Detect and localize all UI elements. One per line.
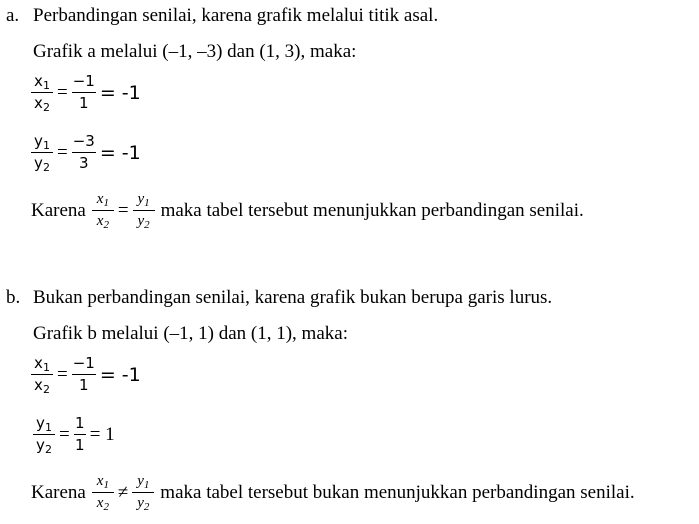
fraction-value: $\frac{-1}{1}$ [72, 354, 95, 394]
conclusion-text: maka tabel tersebut menunjukkan perbandingan senilai. [160, 199, 584, 221]
item-b-marker: b. [6, 287, 21, 308]
conclusion-operator: = [117, 199, 129, 221]
fraction-y1-y2: $\frac{y_1}{y_2}$ [33, 416, 55, 453]
equation-result: = -1 [99, 363, 141, 386]
fraction-x1-x2: $\frac{x_1}{x_2}$ [31, 74, 53, 111]
conclusion-operator: ≠ [117, 481, 129, 503]
equation-result: = -1 [99, 81, 141, 104]
item-b-equation-y: $\frac{y_1}{y_2}$ = $\frac{1}{1}$ = 1 [33, 416, 115, 453]
item-a-heading: Perbandingan senilai, karena grafik melalui titik asal. [33, 5, 439, 26]
item-a-marker: a. [6, 5, 20, 26]
item-b-heading: Bukan perbandingan senilai, karena grafik bukan berupa garis lurus. [33, 287, 553, 308]
item-a-conclusion [31, 192, 584, 229]
equation-result: = 1 [89, 423, 115, 445]
fraction-y1-y2: $\frac{y_1}{y_2}$ [132, 474, 154, 511]
fraction-x1-x2: $\frac{x_1}{x_2}$ [92, 474, 114, 511]
equation-result: = -1 [99, 141, 141, 164]
item-a-intro: Grafik a melalui (–1, –3) dan (1, 3), maka: [33, 41, 357, 62]
conclusion-text: maka tabel tersebut bukan menunjukkan perbandingan senilai. [160, 481, 635, 503]
fraction-x1-x2: $\frac{x_1}{x_2}$ [31, 356, 53, 393]
item-a-equation-y: $\frac{y_1}{y_2}$ = $\frac{-3}{3}$ = -1 [31, 134, 141, 171]
fraction-y1-y2: $\frac{y_1}{y_2}$ [31, 134, 53, 171]
item-b-conclusion [31, 474, 635, 511]
fraction-value: $\frac{-3}{3}$ [72, 132, 95, 172]
item-b-equation-x: $\frac{x_1}{x_2}$ = $\frac{-1}{1}$ = -1 [31, 356, 141, 393]
fraction-y1-y2: $\frac{y_1}{y_2}$ [133, 192, 155, 229]
fraction-x1-x2: $\frac{x_1}{x_2}$ [92, 192, 114, 229]
conclusion-lead: Karena [31, 199, 86, 221]
item-a-equation-x: $\frac{x_1}{x_2}$ = $\frac{-1}{1}$ = -1 [31, 74, 141, 111]
item-b-intro: Grafik b melalui (–1, 1) dan (1, 1), maka: [33, 323, 348, 344]
fraction-value: $\frac{1}{1}$ [74, 414, 85, 454]
fraction-value: $\frac{-1}{1}$ [72, 72, 95, 112]
conclusion-lead: Karena [31, 481, 86, 503]
